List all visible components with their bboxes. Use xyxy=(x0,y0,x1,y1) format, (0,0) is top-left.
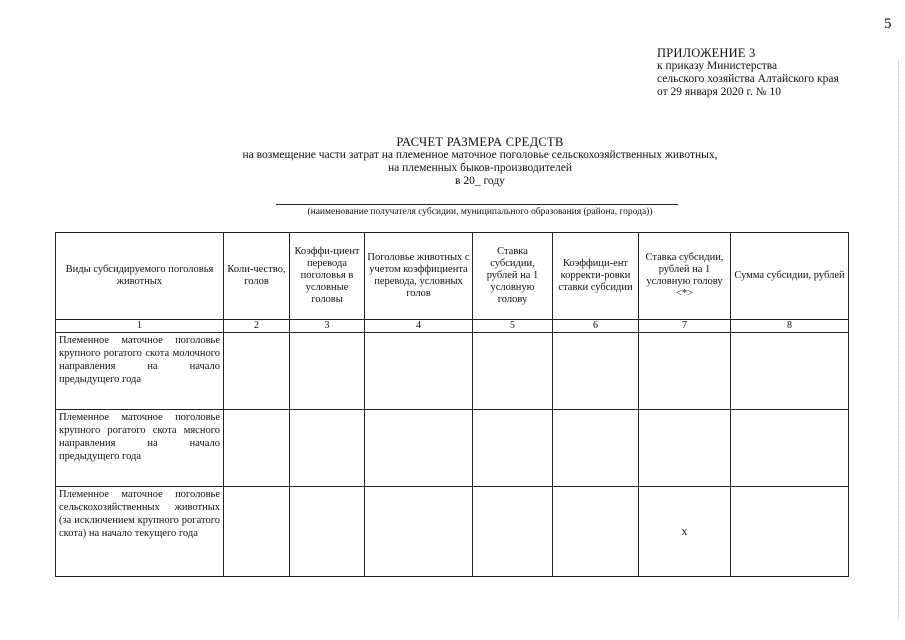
cell-converted-heads[interactable] xyxy=(365,487,473,577)
appendix-heading: ПРИЛОЖЕНИЕ 3 xyxy=(657,46,756,60)
header-adjusted-rate: Ставка субсидии, рублей на 1 условную голову <*> xyxy=(639,233,731,320)
column-number: 6 xyxy=(553,320,639,333)
cell-quantity[interactable] xyxy=(224,409,290,486)
cell-conversion-coef[interactable] xyxy=(290,487,365,577)
column-number: 1 xyxy=(56,320,224,333)
page-number: 5 xyxy=(884,16,892,32)
row-animal-type: Племенное маточное поголовье сельскохозяйственных животных (за исключением крупного рогатого скота) на начало текущего года xyxy=(56,487,224,577)
header-subsidy-rate: Ставка субсидии, рублей на 1 условную голову xyxy=(473,233,553,320)
appendix-line-1: к приказу Министерства xyxy=(657,60,778,72)
column-number: 8 xyxy=(731,320,849,333)
cell-adjusted-rate-not-applicable: x xyxy=(639,487,731,577)
column-number-row xyxy=(56,320,849,333)
cell-subsidy-rate[interactable] xyxy=(473,487,553,577)
column-number: 3 xyxy=(290,320,365,333)
cell-subsidy-rate[interactable] xyxy=(473,409,553,486)
cell-subsidy-sum[interactable] xyxy=(731,487,849,577)
title-line-1: на возмещение части затрат на племенное маточное поголовье сельскохозяйственных животных, xyxy=(242,149,718,161)
header-row xyxy=(56,233,849,320)
row-animal-type: Племенное маточное поголовье крупного рогатого скота молочного направления на начало предыдущего года xyxy=(56,332,224,409)
cell-correction-coef[interactable] xyxy=(553,487,639,577)
header-correction-coef: Коэффици-ент корректи-ровки ставки субсидии xyxy=(553,233,639,320)
cell-adjusted-rate[interactable] xyxy=(639,409,731,486)
cell-quantity[interactable] xyxy=(224,487,290,577)
appendix-line-2: сельского хозяйства Алтайского края xyxy=(657,73,839,85)
scan-edge-mark xyxy=(898,60,899,620)
appendix-line-3: от 29 января 2020 г. № 10 xyxy=(657,86,782,98)
document-title xyxy=(150,136,810,188)
header-quantity: Коли-чество, голов xyxy=(224,233,290,320)
header-subsidy-sum: Сумма субсидии, рублей xyxy=(731,233,849,320)
cell-converted-heads[interactable] xyxy=(365,409,473,486)
column-number: 7 xyxy=(639,320,731,333)
table-row xyxy=(56,487,849,577)
row-animal-type: Племенное маточное поголовье крупного рогатого скота мясного направления на начало предыдущего года xyxy=(56,409,224,486)
recipient-caption: (наименование получателя субсидии, муниципального образования (района, города)) xyxy=(307,207,653,217)
calculation-table xyxy=(55,232,849,577)
title-line-2: на племенных быков-производителей xyxy=(387,162,573,174)
table-row xyxy=(56,332,849,409)
appendix-block xyxy=(657,47,839,99)
table-row xyxy=(56,409,849,486)
cell-correction-coef[interactable] xyxy=(553,409,639,486)
column-number: 2 xyxy=(224,320,290,333)
cell-subsidy-rate[interactable] xyxy=(473,332,553,409)
cell-adjusted-rate[interactable] xyxy=(639,332,731,409)
recipient-fill-line xyxy=(276,204,678,205)
cell-quantity[interactable] xyxy=(224,332,290,409)
cell-subsidy-sum[interactable] xyxy=(731,409,849,486)
column-number: 5 xyxy=(473,320,553,333)
main-title: РАСЧЕТ РАЗМЕРА СРЕДСТВ xyxy=(396,135,564,149)
title-line-3: в 20_ году xyxy=(455,175,505,187)
header-animal-type: Виды субсидируемого поголовья животных xyxy=(56,233,224,320)
cell-converted-heads[interactable] xyxy=(365,332,473,409)
column-number: 4 xyxy=(365,320,473,333)
cell-conversion-coef[interactable] xyxy=(290,409,365,486)
header-converted-heads: Поголовье животных с учетом коэффициента перевода, условных голов xyxy=(365,233,473,320)
header-conversion-coef: Коэффи-циент перевода поголовья в условные головы xyxy=(290,233,365,320)
cell-subsidy-sum[interactable] xyxy=(731,332,849,409)
cell-conversion-coef[interactable] xyxy=(290,332,365,409)
cell-correction-coef[interactable] xyxy=(553,332,639,409)
